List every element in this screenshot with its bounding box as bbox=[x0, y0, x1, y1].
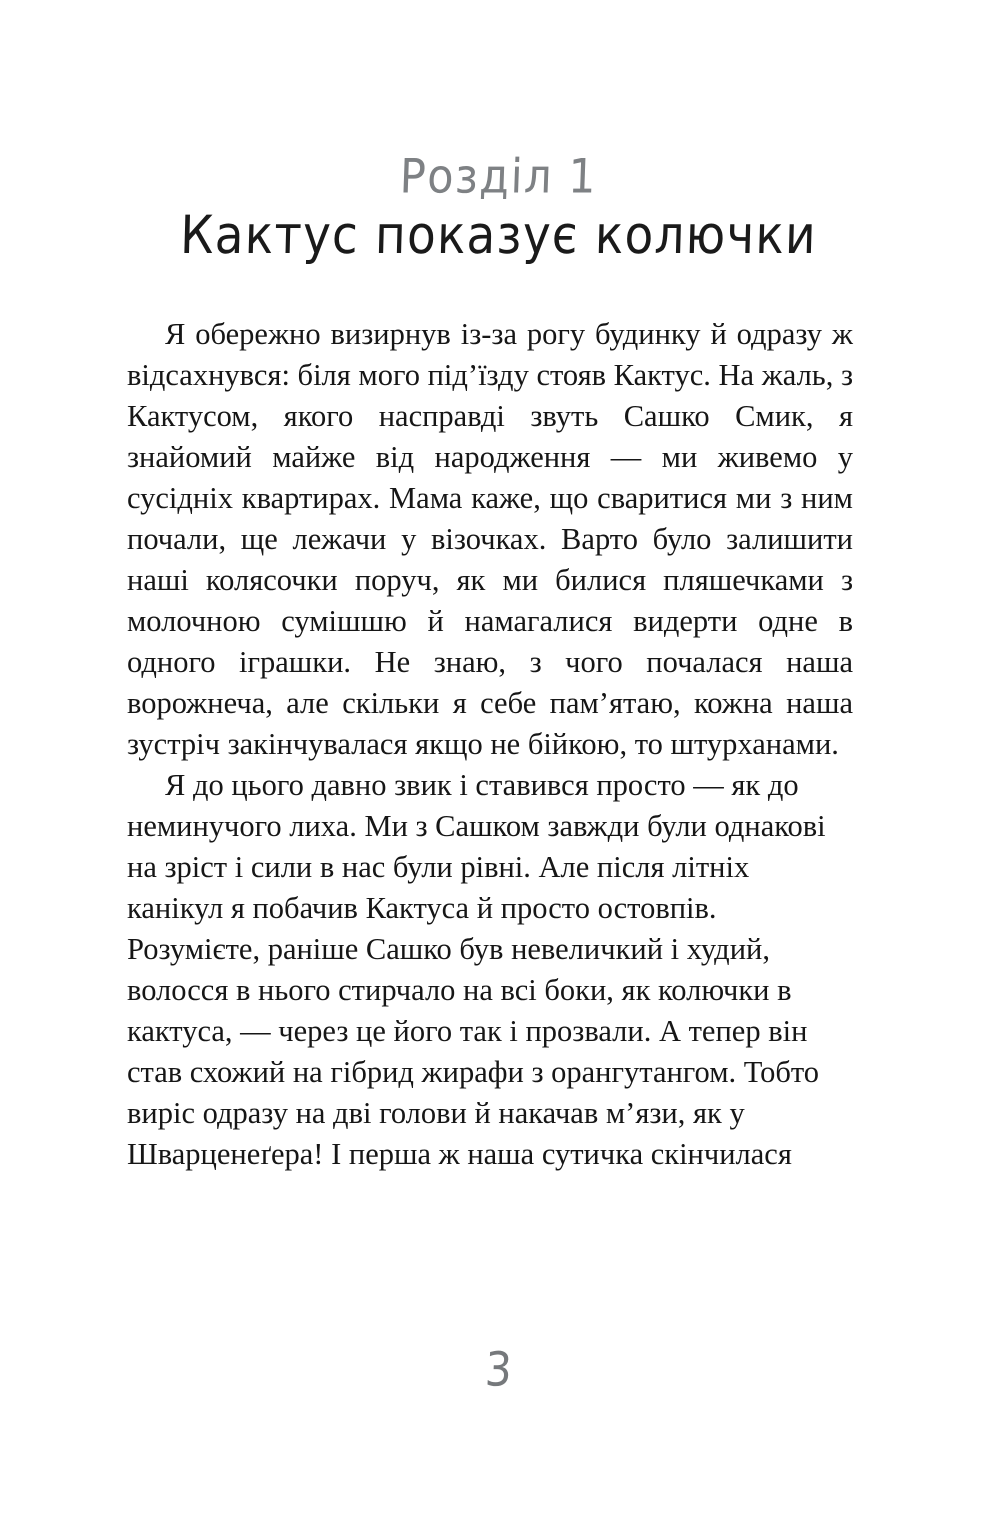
body-text-block bbox=[127, 314, 853, 1175]
paragraph-2: Я до цього давно звик і ставився просто — як до неминучого лиха. Ми з Сашком завжди були однакові на зріст і сили в нас були рівні. Але після літніх канікул я побачив Кактуса й просто остовпів. Розумієте, раніше Сашко був невеличкий і худий, волосся в нього стирчало на всі боки, як колючки в кактуса, — через це його так і прозвали. А тепер він став схожий на гібрид жирафи з орангутангом. Тобто виріс одразу на дві голови й накачав м’язи, як у Шварценеґера! І перша ж наша сутичка скінчилася bbox=[127, 768, 826, 1171]
page-number: 3 bbox=[483, 1342, 514, 1397]
chapter-label: Розділ 1 bbox=[398, 149, 599, 205]
chapter-title: Кактус показує колючки bbox=[179, 204, 818, 267]
paragraph-1: Я обережно визирнув із-за рогу будинку й одразу ж відсахнувся: біля мого під’їзду стояв Кактус. На жаль, з Кактусом, якого насправді звуть Сашко Смик, я знайомий майже від народження — ми живемо у сусідніх квартирах. Мама каже, що сваритися ми з ним почали, ще лежачи у візочках. Варто було залишити наші колясочки поруч, як ми билися пляшечками з молочною сумішшю й намагалися видерти одне в одного іграшки. Не знаю, з чого почалася наша ворожнеча, але скільки я себе пам’ятаю, кожна наша зустріч закінчувалася якщо не бійкою, то штурханами. bbox=[127, 317, 853, 761]
chapter-heading bbox=[0, 150, 997, 266]
